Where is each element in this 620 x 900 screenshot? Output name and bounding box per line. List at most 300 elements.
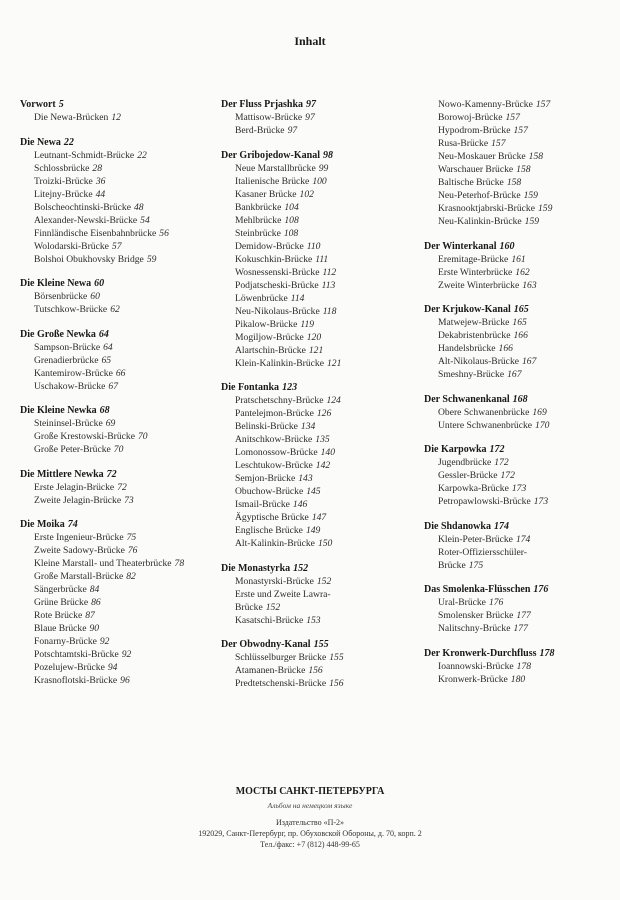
entry-page-number: 92 — [121, 649, 132, 660]
toc-entry — [221, 664, 421, 677]
toc-entry — [221, 433, 421, 446]
entry-page-number: 104 — [284, 201, 299, 213]
toc-entry — [424, 316, 614, 329]
entry-page-number: 172 — [500, 470, 515, 481]
entry-page-number: 163 — [522, 279, 537, 291]
toc-section — [424, 520, 614, 572]
entry-title: Demidow-Brücke — [235, 240, 304, 252]
toc-entry — [424, 622, 614, 635]
entry-title: Erste und Zweite Lawra- — [235, 588, 331, 600]
entry-title: Wosnessenski-Brücke — [235, 266, 320, 278]
entry-title: Alartschin-Brücke — [235, 344, 306, 356]
entry-page-number: 57 — [111, 240, 122, 252]
entry-title: Potschtamtski-Brücke — [34, 649, 119, 660]
toc-entry — [424, 533, 614, 546]
entry-page-number: 149 — [305, 525, 321, 536]
entry-title: Grüne Brücke — [34, 597, 89, 608]
entry-page-number: 114 — [290, 292, 305, 304]
section-page-number: 176 — [533, 584, 549, 595]
entry-page-number: 92 — [99, 636, 110, 647]
entry-page-number: 78 — [174, 558, 185, 569]
entry-title: Mogiljow-Brücke — [235, 331, 304, 343]
section-title: Die Kleine Newa — [20, 278, 92, 289]
toc-entry — [221, 266, 421, 279]
entry-title: Nalitschny-Brücke — [438, 623, 511, 634]
entry-page-number: 64 — [103, 341, 113, 353]
toc-entry — [221, 524, 421, 537]
entry-page-number: 143 — [298, 473, 313, 484]
entry-page-number: 177 — [513, 623, 528, 634]
entry-page-number: 147 — [311, 512, 327, 523]
toc-entry — [221, 201, 421, 214]
entry-title: Löwenbrücke — [235, 292, 288, 304]
entry-page-number: 135 — [315, 434, 330, 445]
toc-section — [424, 443, 614, 508]
entry-title: Steininsel-Brücke — [34, 418, 103, 429]
entry-page-number: 178 — [516, 660, 532, 672]
section-page-number: 155 — [313, 639, 329, 650]
section-title: Die Monastyrka — [221, 562, 291, 574]
entry-page-number: 167 — [522, 356, 537, 367]
section-title: Die Mittlere Newka — [20, 468, 104, 480]
toc-entry — [424, 469, 614, 482]
toc-entry — [221, 537, 421, 550]
entry-title: Schlüsselburger Brücke — [235, 652, 327, 663]
entry-title: Ismail-Brücke — [235, 499, 290, 510]
toc-entry — [20, 494, 210, 507]
entry-page-number: 108 — [284, 214, 299, 226]
entry-page-number: 180 — [510, 673, 526, 685]
entry-title: Jugendbrücke — [438, 457, 492, 468]
page-title: Inhalt — [294, 34, 326, 48]
entry-page-number: 158 — [528, 151, 544, 162]
entry-title: Kronwerk-Brücke — [438, 673, 508, 685]
toc-section — [424, 393, 614, 432]
entry-page-number: 62 — [110, 304, 120, 315]
entry-title: Roter-Offiziersschüler- — [438, 546, 527, 558]
toc-section — [20, 98, 210, 124]
entry-title-line — [221, 601, 421, 614]
entry-title: Börsenbrücke — [34, 291, 88, 302]
imprint-address: 192029, Санкт-Петербург, пр. Обуховской Обороны, д. 70, корп. 2 — [198, 829, 422, 838]
toc-entry — [424, 660, 614, 673]
toc-entry — [424, 279, 614, 292]
toc-section — [424, 583, 614, 635]
toc-entry — [221, 407, 421, 420]
toc-entry — [20, 149, 210, 162]
section-page-number: 74 — [67, 519, 78, 530]
section-page-number: 152 — [293, 562, 309, 574]
section-page-number: 174 — [493, 520, 509, 532]
section-heading — [20, 277, 210, 290]
entry-title: Semjon-Brücke — [235, 473, 296, 484]
section-title: Der Kronwerk-Durchfluss — [424, 647, 537, 659]
entry-page-number: 157 — [505, 112, 520, 123]
toc-entry — [424, 342, 614, 355]
section-heading — [424, 520, 614, 533]
entry-title: Sampson-Brücke — [34, 341, 101, 353]
toc-entry — [221, 459, 421, 472]
toc-entry — [221, 472, 421, 485]
toc-section — [20, 328, 210, 393]
toc-entry — [221, 162, 421, 175]
entry-page-number: 28 — [92, 162, 103, 174]
section-heading — [20, 518, 210, 531]
toc-entry — [221, 511, 421, 524]
entry-page-number: 162 — [515, 266, 530, 278]
entry-page-number: 60 — [90, 291, 100, 302]
section-page-number: 123 — [282, 382, 298, 393]
toc-section — [221, 562, 421, 627]
toc-entry — [20, 303, 210, 316]
section-page-number: 60 — [94, 278, 105, 289]
entry-title: Matwejew-Brücke — [438, 317, 510, 328]
toc-entry — [424, 596, 614, 609]
toc-entry — [424, 150, 614, 163]
toc-entry — [424, 176, 614, 189]
entry-page-number: 173 — [533, 496, 549, 507]
toc-entry — [221, 253, 421, 266]
entry-title: Große Peter-Brücke — [34, 444, 111, 455]
entry-title: Erste Jelagin-Brücke — [34, 481, 115, 493]
toc-entry — [424, 546, 614, 572]
entry-title: Monastyrski-Brücke — [235, 575, 314, 587]
entry-page-number: 100 — [312, 175, 327, 187]
entry-page-number: 112 — [322, 266, 337, 278]
section-title: Der Krjukow-Kanal — [424, 304, 511, 315]
entry-page-number: 166 — [498, 343, 513, 354]
toc-entry — [20, 111, 210, 124]
section-heading — [424, 443, 614, 456]
entry-title-line — [424, 559, 614, 572]
entry-page-number: 124 — [326, 395, 341, 406]
entry-page-number: 102 — [299, 188, 314, 200]
entry-title: Zweite Sadowy-Brücke — [34, 545, 125, 556]
imprint-phone: Тел./факс: +7 (812) 448-99-65 — [260, 840, 360, 849]
toc-entry — [221, 498, 421, 511]
entry-title: Ägyptische Brücke — [235, 512, 309, 523]
toc-section — [20, 277, 210, 316]
toc-entry — [20, 609, 210, 622]
toc-entry — [221, 575, 421, 588]
entry-title: Bolscheochtinski-Brücke — [34, 201, 131, 213]
entry-page-number: 90 — [89, 623, 100, 634]
toc-section — [424, 647, 614, 686]
toc-entry — [221, 227, 421, 240]
entry-page-number: 159 — [523, 190, 538, 201]
entry-title: Leutnant-Schmidt-Brücke — [34, 149, 135, 161]
toc-entry — [20, 162, 210, 175]
entry-title: Nowo-Kamenny-Brücke — [438, 99, 533, 110]
entry-page-number: 157 — [491, 138, 506, 149]
entry-page-number: 155 — [329, 652, 344, 663]
entry-title: Obuchow-Brücke — [235, 486, 304, 497]
entry-title: Smolensker Brücke — [438, 610, 514, 621]
entry-page-number: 69 — [105, 418, 116, 429]
section-title: Die Fontanka — [221, 382, 280, 393]
toc-entry — [221, 292, 421, 305]
entry-title: Anitschkow-Brücke — [235, 434, 313, 445]
section-title: Der Schwanenkanal — [424, 393, 510, 405]
entry-page-number: 84 — [89, 584, 100, 595]
entry-page-number: 140 — [320, 447, 335, 458]
toc-entry — [424, 406, 614, 419]
entry-title: Karpowka-Brücke — [438, 483, 509, 494]
entry-title: Neu-Peterhof-Brücke — [438, 190, 521, 201]
entry-title: Neu-Moskauer Brücke — [438, 151, 526, 162]
entry-title: Rote Brücke — [34, 610, 83, 621]
entry-page-number: 170 — [535, 419, 550, 431]
entry-title: Obere Schwanenbrücke — [438, 406, 530, 418]
toc-entry — [424, 215, 614, 228]
toc-entry — [424, 111, 614, 124]
toc-entry — [424, 456, 614, 469]
section-heading — [221, 381, 421, 394]
entry-page-number: 156 — [308, 665, 323, 676]
entry-title: Erste Winterbrücke — [438, 266, 513, 278]
toc-entry — [424, 609, 614, 622]
toc-section — [221, 638, 421, 690]
entry-title: Kasatschi-Brücke — [235, 614, 304, 626]
toc-entry — [20, 290, 210, 303]
toc-entry — [20, 188, 210, 201]
entry-page-number: 120 — [306, 331, 322, 343]
toc-entry — [424, 189, 614, 202]
section-heading — [20, 468, 210, 481]
toc-entry — [20, 583, 210, 596]
entry-page-number: 172 — [494, 457, 509, 468]
section-title: Die Shdanowka — [424, 520, 491, 532]
toc-section — [424, 303, 614, 381]
section-page-number: 168 — [512, 393, 528, 405]
toc-entry — [221, 240, 421, 253]
entry-page-number: 176 — [488, 597, 504, 608]
toc-entry — [20, 175, 210, 188]
entry-page-number: 166 — [513, 330, 528, 341]
entry-page-number: 36 — [95, 175, 106, 187]
toc-entry — [20, 201, 210, 214]
toc-section — [424, 240, 614, 292]
toc-entry — [221, 357, 421, 370]
section-heading — [221, 98, 421, 111]
toc-entry — [20, 674, 210, 687]
toc-entry — [221, 446, 421, 459]
section-title: Der Obwodny-Kanal — [221, 639, 311, 650]
toc-entry — [20, 443, 210, 456]
toc-entry — [20, 481, 210, 494]
entry-title: Blaue Brücke — [34, 623, 87, 634]
entry-title: Kokuschkin-Brücke — [235, 253, 313, 265]
entry-title: Klein-Kalinkin-Brücke — [235, 357, 324, 369]
entry-page-number: 175 — [468, 559, 484, 571]
entry-page-number: 56 — [159, 227, 169, 239]
entry-page-number: 72 — [117, 481, 127, 493]
entry-title: Zweite Winterbrücke — [438, 279, 520, 291]
entry-title: Neu-Nikolaus-Brücke — [235, 305, 320, 317]
entry-page-number: 97 — [287, 125, 298, 136]
entry-page-number: 145 — [306, 486, 321, 497]
toc-entry — [221, 614, 421, 627]
entry-title: Wolodarski-Brücke — [34, 240, 109, 252]
entry-page-number: 94 — [107, 662, 118, 673]
imprint-subtitle: Альбом на немецком языке — [267, 801, 353, 810]
entry-title: Eremitage-Brücke — [438, 253, 509, 265]
entry-title: Ioannowski-Brücke — [438, 660, 514, 672]
toc-entry — [221, 420, 421, 433]
section-title: Die Kleine Newka — [20, 405, 97, 416]
entry-title: Steinbrücke — [235, 227, 281, 239]
entry-title: Dekabristenbrücke — [438, 330, 511, 341]
toc-entry — [221, 318, 421, 331]
entry-title: Pozelujew-Brücke — [34, 662, 105, 673]
section-page-number: 72 — [106, 468, 117, 480]
toc-entry — [424, 495, 614, 508]
toc-entry — [424, 124, 614, 137]
toc-entry — [221, 485, 421, 498]
section-title: Die Große Newka — [20, 328, 96, 340]
toc-entry — [221, 344, 421, 357]
entry-page-number: 158 — [516, 164, 531, 175]
toc-column-2 — [221, 98, 421, 702]
section-heading — [221, 638, 421, 651]
toc-section — [20, 518, 210, 687]
toc-column-1 — [20, 98, 210, 699]
entry-page-number: 87 — [85, 610, 95, 621]
entry-title: Uschakow-Brücke — [34, 380, 106, 392]
toc-entry — [20, 253, 210, 266]
entry-page-number: 75 — [126, 532, 137, 543]
toc-column-3 — [424, 98, 614, 697]
section-heading — [424, 647, 614, 660]
toc-entry — [20, 367, 210, 380]
section-heading — [20, 136, 210, 149]
section-page-number: 97 — [306, 99, 317, 110]
entry-page-number: 165 — [512, 317, 527, 328]
entry-page-number: 134 — [300, 421, 316, 432]
entry-title: Podjatscheski-Brücke — [235, 279, 319, 291]
toc-entry — [20, 354, 210, 367]
entry-title: Kantemirow-Brücke — [34, 367, 113, 379]
entry-page-number: 65 — [101, 354, 112, 366]
entry-page-number: 111 — [315, 253, 329, 265]
entry-title: Mehlbrücke — [235, 214, 282, 226]
section-title: Der Gribojedow-Kanal — [221, 149, 320, 161]
toc-entry — [20, 430, 210, 443]
toc-entry — [424, 482, 614, 495]
section-title: Die Moika — [20, 519, 65, 530]
section-title: Die Karpowka — [424, 444, 487, 455]
toc-entry — [20, 570, 210, 583]
toc-entry — [20, 240, 210, 253]
entry-title: Pikalow-Brücke — [235, 318, 298, 330]
section-heading — [20, 404, 210, 417]
toc-section — [20, 468, 210, 507]
entry-page-number: 121 — [308, 344, 324, 356]
toc-entry — [20, 635, 210, 648]
entry-page-number: 73 — [124, 494, 134, 506]
entry-page-number: 48 — [133, 201, 144, 213]
entry-title: Englische Brücke — [235, 525, 303, 536]
entry-title: Zweite Jelagin-Brücke — [34, 494, 122, 506]
toc-entry — [221, 175, 421, 188]
toc-entry — [20, 622, 210, 635]
section-heading — [424, 303, 614, 316]
entry-title: Gessler-Brücke — [438, 470, 498, 481]
entry-title: Belinski-Brücke — [235, 421, 298, 432]
toc-section — [20, 136, 210, 266]
section-page-number: 178 — [539, 647, 555, 659]
toc-entry — [221, 188, 421, 201]
section-heading — [221, 562, 421, 575]
entry-page-number: 177 — [516, 610, 531, 621]
section-heading — [20, 98, 210, 111]
entry-page-number: 70 — [113, 444, 124, 455]
section-page-number: 68 — [99, 405, 110, 416]
entry-title: Leschtukow-Brücke — [235, 460, 313, 471]
entry-title: Smeshny-Brücke — [438, 369, 505, 380]
entry-title: Predtetschenski-Brücke — [235, 678, 327, 689]
toc-entry — [20, 544, 210, 557]
toc-entry — [221, 124, 421, 137]
entry-page-number: 167 — [507, 369, 522, 380]
entry-title: Hypodrom-Brücke — [438, 125, 511, 136]
toc-entry — [20, 214, 210, 227]
entry-page-number: 76 — [127, 545, 138, 556]
entry-title: Handelsbrücke — [438, 343, 496, 354]
toc-entry — [221, 279, 421, 292]
section-title: Das Smolenka-Flüsschen — [424, 584, 531, 595]
toc-entry — [20, 557, 210, 570]
section-heading — [424, 583, 614, 596]
toc-entry — [221, 305, 421, 318]
entry-title: Kleine Marstall- und Theaterbrücke — [34, 558, 172, 569]
toc-entry — [221, 651, 421, 664]
entry-title: Atamanen-Brücke — [235, 665, 306, 676]
entry-title: Grenadierbrücke — [34, 354, 99, 366]
entry-title: Litejny-Brücke — [34, 188, 93, 200]
entry-title: Bankbrücke — [235, 201, 282, 213]
entry-page-number: 142 — [315, 460, 331, 471]
entry-page-number: 59 — [146, 253, 157, 265]
entry-title: Troizki-Brücke — [34, 175, 93, 187]
entry-title: Rusa-Brücke — [438, 138, 489, 149]
toc-entry — [424, 419, 614, 432]
entry-page-number: 153 — [306, 614, 321, 626]
toc-entry — [20, 648, 210, 661]
entry-page-number: 119 — [300, 318, 315, 330]
entry-page-number: 113 — [321, 279, 336, 291]
entry-page-number: 150 — [317, 538, 333, 549]
entry-title: Tutschkow-Brücke — [34, 304, 108, 315]
entry-page-number: 12 — [111, 112, 121, 123]
entry-title: Untere Schwanenbrücke — [438, 419, 533, 431]
toc-entry — [424, 253, 614, 266]
section-heading — [424, 393, 614, 406]
section-page-number: 5 — [58, 99, 64, 110]
toc-entry — [424, 98, 614, 111]
section-page-number: 165 — [513, 304, 529, 315]
entry-title: Die Newa-Brücken — [34, 112, 109, 123]
toc-entry — [424, 329, 614, 342]
entry-page-number: 110 — [306, 240, 321, 252]
entry-title-line — [221, 588, 421, 601]
entry-title: Erste Ingenieur-Brücke — [34, 532, 124, 543]
toc-entry — [20, 531, 210, 544]
entry-title: Ural-Brücke — [438, 597, 486, 608]
entry-page-number: 156 — [329, 678, 344, 689]
toc-entry — [424, 202, 614, 215]
toc-section — [221, 98, 421, 137]
